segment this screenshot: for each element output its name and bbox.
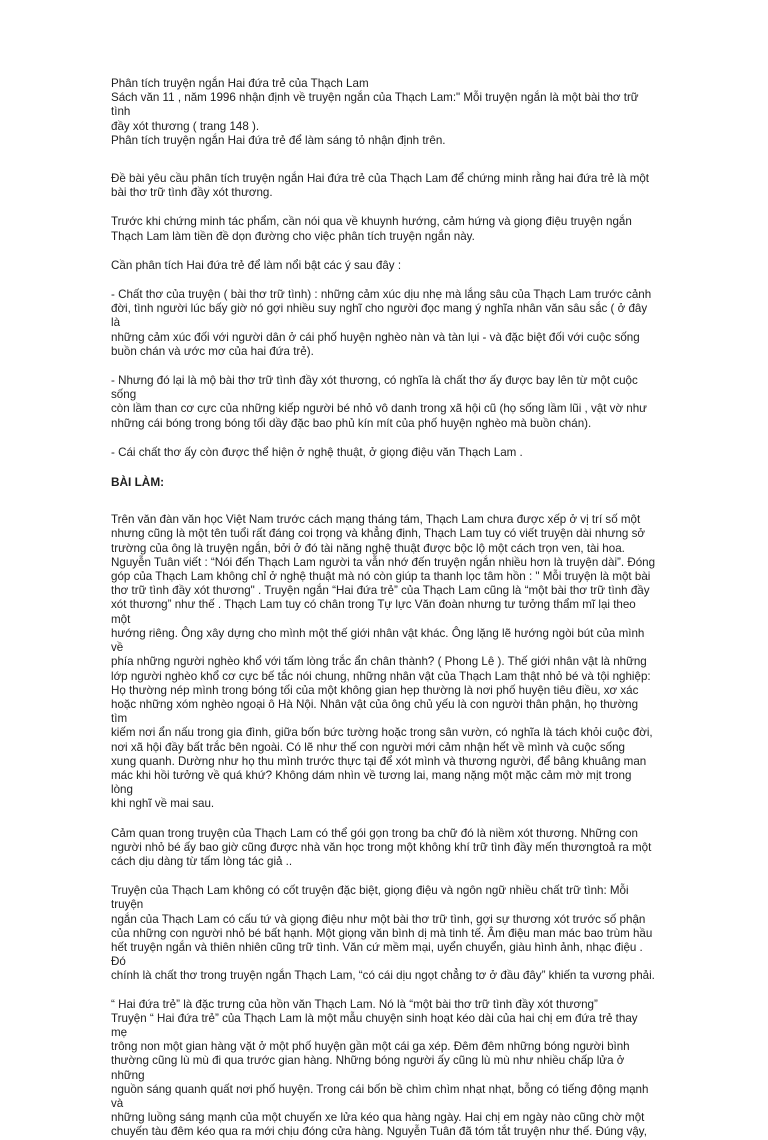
essay-heading: BÀI LÀM: bbox=[111, 475, 165, 490]
outline-point: - Cái chất thơ ấy còn được thể hiện ở nghệ thuật, ở giọng điệu văn Thạch Lam . bbox=[111, 445, 523, 459]
outline-point: - Nhưng đó lại là mộ bài thơ trữ tình đầy xót thương, có nghĩa là chất thơ ấy được bay lên từ một cuộc sống còn lầm than cơ cực của những kiếp người bé nhỏ vô danh trong xã hội cũ (họ sống lầm lũi , vật vờ như những cái bóng trong bóng tối dầy đặc bao phủ kín mít của phố huyện nghèo mà buồn chán). bbox=[111, 374, 647, 430]
spacer bbox=[111, 359, 656, 374]
spacer bbox=[111, 869, 656, 884]
essay-paragraph: Trên văn đàn văn học Việt Nam trước cách mạng tháng tám, Thạch Lam chưa được xếp ở vị trí số một nhưng cũng là một tên tuổi rất đáng coi trọng và khẳng định, Thạch Lam tuy có viết truyện dài nhưng sở trường của ông là truyện ngắn, bởi ở đó tài năng nghệ thuật được bộc lộ một cách trọn ven, tài hoa. Nguyễn Tuân viết : “Nói đến Thạch Lam người ta vẫn nhớ đến truyện ngắn nhiều hơn là truyện dài”. Đóng góp của Thạch Lam không chỉ ở nghệ thuật mà nó còn giúp ta thanh lọc tâm hồn : " Mỗi truyện là một bài thơ trữ tình đầy xót thương" . Truyện ngắn “Hai đứa trẻ” của Thạch Lam cũng là “một bài thơ trữ tình đầy xót thương” như thế . Thạch Lam tuy có chân trong Tự lực Văn đoàn nhưng tư tưởng thẩm mĩ lại theo một hướng riêng. Ông xây dựng cho mình một thế giới nhân vật khác. Ông lặng lẽ hướng ngòi bút của mình về phía những người nghèo khổ với tấm lòng trắc ẩn chân thành? ( Phong Lê ). Thế giới nhân vật là những lớp người nghèo khổ cơ cực bế tắc nói chung, những nhân vật của Thạch Lam thật nhỏ bé và tội nghiệp: Họ thường nép mình trong bóng tối của một không gian hẹp thường là nơi phố huyện tiêu điều, xơ xác hoặc những xóm nghèo ngoại ô Hà Nội. Nhân vật của ông chủ yếu là con người thân phận, họ thường tìm kiếm nơi ẩn nấu trong gia đình, giữa bốn bức tường hoặc trong sân vườn, có nghĩa là tách khỏi cuộc đời, nơi xã hội đầy bất trắc bên ngoài. Có lẽ như thế con người mới cảm nhận hết về mình và cuộc sống xung quanh. Dường như họ thu mình trước thực tại để xót mình và thương người, để bâng khuâng man mác khi hồi tưởng về quá khứ? Không dám nhìn về tương lai, mang nặng một mặc cảm mờ mịt trong lòng khi nghĩ về mai sau. bbox=[111, 513, 656, 811]
spacer bbox=[111, 244, 656, 259]
spacer bbox=[111, 431, 656, 446]
source-quote: Sách văn 11 , năm 1996 nhận định về truyện ngắn của Thạch Lam:" Mỗi truyện ngắn là một bài thơ trữ tình đầy xót thương ( trang 148 ). bbox=[111, 91, 639, 133]
preface-paragraph: Trước khi chứng minh tác phẩm, cần nói qua về khuynh hướng, cảm hứng và giọng điệu truyện ngắn Thạch Lam làm tiền đề dọn đường cho việc phân tích truyện ngắn này. bbox=[111, 215, 632, 243]
essay-paragraph: Cảm quan trong truyện của Thạch Lam có thể gói gọn trong ba chữ đó là niềm xót thương. Những con người nhỏ bé ấy bao giờ cũng được nhà văn học trong một không khí trữ tình đầy mến thươngtoả ra một cách dịu dàng từ tấm lòng tác giả .. bbox=[111, 826, 652, 868]
essay-paragraph: Truyện của Thạch Lam không có cốt truyện đặc biệt, giọng điệu và ngôn ngữ nhiều chất trữ tình: Mỗi truyện ngắn của Thạch Lam có cấu tứ và giọng điệu như một bài thơ trữ tình, gợi sự thương xót trước số phận của những con người nhỏ bé bất hạnh. Một giọng văn bình dị mà tinh tế. Âm điệu man mác bao trùm hầu hết truyện ngắn và thiên nhiên cũng trữ tình. Văn cứ mềm mại, uyển chuyển, giàu hình ảnh, nhạc điệu . Đó chính là chất thơ trong truyện ngắn Thạch Lam, “có cái dịu ngọt chẳng tơ ở đầu đây” khiến ta vương phải. bbox=[111, 884, 655, 983]
spacer bbox=[111, 273, 656, 288]
task-statement: Phân tích truyện ngắn Hai đứa trẻ để làm sáng tỏ nhận định trên. bbox=[111, 133, 446, 147]
document-page bbox=[111, 77, 656, 1140]
outline-lead: Cần phân tích Hai đứa trẻ để làm nổi bật các ý sau đây : bbox=[111, 258, 402, 272]
spacer bbox=[111, 460, 656, 475]
document-title: Phân tích truyện ngắn Hai đứa trẻ của Thạch Lam bbox=[111, 77, 369, 90]
outline-point: - Chất thơ của truyện ( bài thơ trữ tình) : những cảm xúc dịu nhẹ mà lắng sâu của Thạch Lam trước cảnh đời, tình người lúc bấy giờ nó gợi nhiều suy nghĩ cho người đọc mang ý nghĩa nhân văn sâu sắc ( ở đây là những cảm xúc đối với người dân ở cái phố huyện nghèo nàn và tàn lụi - và đặc biệt đối với cuộc sống buồn chán và ước mơ của hai đứa trẻ). bbox=[111, 288, 652, 358]
spacer bbox=[111, 984, 656, 998]
spacer bbox=[111, 812, 656, 827]
requirement-paragraph: Đề bài yêu cầu phân tích truyện ngắn Hai đứa trẻ của Thạch Lam để chứng minh rằng hai đứa trẻ là một bài thơ trữ tình đầy xót thương. bbox=[111, 172, 650, 200]
spacer bbox=[111, 489, 656, 513]
spacer bbox=[111, 148, 656, 172]
essay-paragraph: “ Hai đứa trẻ” là đặc trưng của hồn văn Thạch Lam. Nó là “một bài thơ trữ tình đầy xót thương” Truyện “ Hai đứa trẻ” của Thạch Lam là một mẫu chuyện sinh hoạt kéo dài của hai chị em đứa trẻ thay mẹ trông non một gian hàng vặt ở một phố huyện gần một cái ga xép. Đêm đêm những bóng người bình thường cũng lù mù đi qua trước gian hàng. Những bóng người ấy cũng lù mù như nhiều chấp lửa ở những nguồn sáng quanh quất nơi phố huyện. Trong cái bốn bề chìm chìm nhạt nhạt, bỗng có tiếng động mạnh và những luồng sáng mạnh của một chuyến xe lửa kéo qua hàng ngày. Hai chị em ngày nào cũng chờ một chuyến tàu đêm kéo qua ra mới chịu đóng cửa hàng. Nguyễn Tuân đã tóm tắt truyện như thế. Đúng vậy, bbox=[111, 997, 649, 1139]
spacer bbox=[111, 200, 656, 215]
